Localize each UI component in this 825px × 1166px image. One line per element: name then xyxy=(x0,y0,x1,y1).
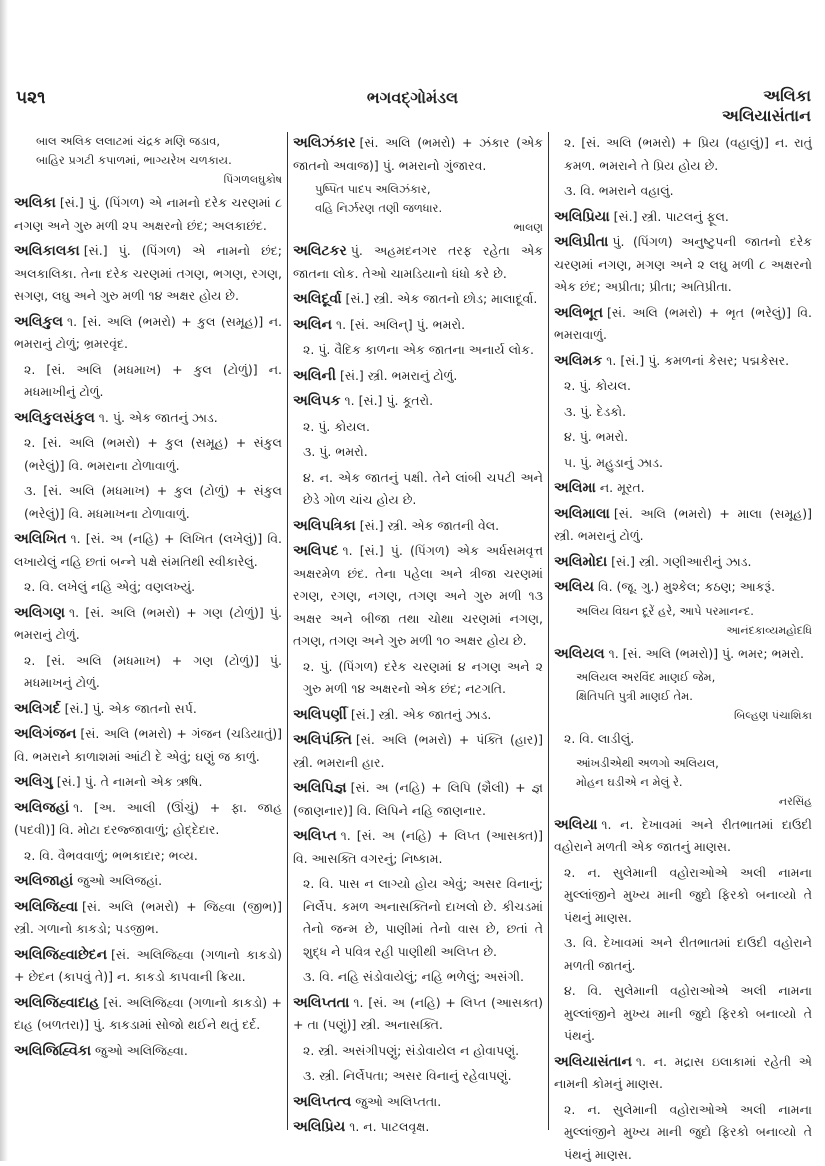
dictionary-entry xyxy=(14,870,282,893)
entry-sense: ૩. વિ. ભમરાને વહાલું. xyxy=(554,180,812,203)
entry-definition: જુઓ અલિજહાં. xyxy=(77,873,162,888)
verse-source: પિંગળલઘુકોષ xyxy=(36,170,282,189)
quotation-verse xyxy=(14,132,282,189)
entry-sense: ૩. પું. દેડકો. xyxy=(554,401,812,424)
entry-headword: અલિમાલા xyxy=(554,506,610,522)
entry-headword: અલિપદ xyxy=(293,543,338,559)
entry-sense: ૨. [સં. અલિ (ભમરો) + પ્રિય (વહાલું)] ન. રાતું કમળ. ભમરાને તે પ્રિય હોય છે. xyxy=(554,132,812,177)
guide-word-first: અલિકા xyxy=(722,86,811,106)
entry-headword: અલિપક xyxy=(293,393,341,409)
dictionary-entry xyxy=(14,192,282,237)
dictionary-entry xyxy=(14,771,282,794)
dictionary-entry xyxy=(293,1116,543,1139)
entry-headword: અલિગણ xyxy=(14,605,65,621)
entry-headword: અલિની xyxy=(293,368,336,384)
entry-headword: અલિપ્રિય xyxy=(293,1119,345,1135)
dictionary-entry xyxy=(14,311,282,356)
entry-sense: ૪. વિ. સુલેમાની વહોરાઓએ અલી નામના મુલ્લાંજીને મુખ્ય માની જુદો ફિરકો બનાવ્યો તે પંથનું. xyxy=(554,980,812,1048)
entry-sense: ૨. વિ. લાડીલું. xyxy=(554,728,812,751)
column-left xyxy=(14,132,282,1132)
dictionary-entry xyxy=(554,643,812,666)
dictionary-entry xyxy=(293,132,543,177)
entry-definition: [સં. અલિ (ભમરો) + ઝંકાર (એક જાતનો અવાજ)] પું. ભમરાનો ગુંજારવ. xyxy=(293,135,543,173)
entry-sense: ૨. [સં. અલિ (ભમરો) + કુલ (સમૂહ) + સંકુલ (ભરેલું)] વિ. ભમરાના ટોળાવાળું. xyxy=(14,432,282,477)
guide-words xyxy=(722,86,811,126)
column-divider xyxy=(287,132,288,1130)
verse-source: ભાલણ xyxy=(315,218,543,237)
entry-definition: [સં.] સ્ત્રી. એક જાતનું ઝાડ. xyxy=(351,707,492,722)
entry-sense: ૩. વિ. નહિ સંડોવાયેલું; નહિ ભળેલું; અસંગી. xyxy=(293,966,543,989)
entry-definition: પું. (પિંગળ) અનુષ્ટુપની જાતનો દરેક ચરણમાં નગણ, મગણ અને ૨ લઘુ મળી ૮ અક્ષરનો એક છંદ; અપ્રીતા; પ્રીતા; અતિપ્રીતા. xyxy=(554,234,812,294)
entry-headword: અલિગંજન xyxy=(14,726,76,742)
entry-sense: ૨. સ્ત્રી. અસંગીપણું; સંડોવાયેલ ન હોવાપણું. xyxy=(293,1040,543,1063)
entry-sense: ૫. પું. મહુડાનું ઝાડ. xyxy=(554,452,812,475)
entry-definition: ૧. [સં.] પું. કમળનાં કેસર; પદ્મકેસર. xyxy=(606,353,789,368)
entry-sense: ૪. પું. ભમરો. xyxy=(554,426,812,449)
entry-headword: અલિયાસંતાન xyxy=(554,1054,632,1070)
entry-definition: ૧. [સં. અ (નહિ) + લિપ્ત (આસક્ત) + તા (પણું)] સ્ત્રી. અનાસક્તિ. xyxy=(293,995,543,1033)
entry-headword: અલિઝંકાર xyxy=(293,135,355,151)
entry-headword: અલિયલ xyxy=(554,646,605,662)
entry-sense: ૩. વિ. દેખાવમાં અને રીતભાતમાં દાઉદી વહોરાને મળતી જાતનું. xyxy=(554,932,812,977)
entry-headword: અલિદૂર્વા xyxy=(293,291,342,307)
entry-definition: [સં. અલિ (ભમરો) + પંક્તિ (હાર)] સ્ત્રી. ભમરાની હાર. xyxy=(293,732,543,770)
guide-word-last: અલિયાસંતાન xyxy=(722,106,811,126)
entry-definition: ૧. ન. પાટલવૃક્ષ. xyxy=(349,1119,429,1134)
entry-headword: અલિપ્ત xyxy=(293,828,337,844)
column-divider xyxy=(548,132,549,1130)
entry-headword: અલિભૂત xyxy=(554,305,603,321)
dictionary-entry xyxy=(14,240,282,308)
entry-headword: અલિપત્રિકા xyxy=(293,518,356,534)
entry-headword: અલિપ્તત્વ xyxy=(293,1094,351,1110)
entry-definition: [સં. અલિજિહ્વા (ગળાનો કાકડો) + છેદન (કાપવું તે)] ન. કાકડો કાપવાની ક્રિયા. xyxy=(14,947,282,985)
entry-headword: અલિજહાં xyxy=(14,800,69,816)
dictionary-entry xyxy=(554,814,812,859)
dictionary-entry xyxy=(293,825,543,870)
dictionary-entry xyxy=(14,797,282,842)
dictionary-entry xyxy=(293,1091,543,1114)
entry-definition: [સં.] પું. એક જાતનો સર્પ. xyxy=(65,701,197,716)
entry-headword: અલિકુલસંકુલ xyxy=(14,410,95,426)
entry-headword: અલિપ્તતા xyxy=(293,995,349,1011)
column-right xyxy=(554,132,812,1132)
entry-definition: ૧. [સં. અલિ (ભમરો) + કુલ (સમૂહ)] ન. ભમરાનું ટોળું; ભ્રમરવૃંદ. xyxy=(14,314,282,352)
entry-sense: ૨. વિ. વૈભવવાળું; ભભકાદાર; ભવ્ય. xyxy=(14,845,282,868)
verse-line: અલિય વિઘન દૂરેં હરે, આપે પરમાનન્દ. xyxy=(576,602,812,621)
dictionary-entry xyxy=(14,698,282,721)
entry-headword: અલિકુલ xyxy=(14,314,63,330)
entry-sense: ૨. પું. વૈદિક કાળના એક જાતના અનાર્ય લોક. xyxy=(293,339,543,362)
entry-headword: અલિપંક્તિ xyxy=(293,732,352,748)
page-edge-shadow xyxy=(0,0,8,1161)
entry-definition: [સં.] સ્ત્રી. ગણીઆરીનું ઝાડ. xyxy=(611,554,751,569)
dictionary-entry xyxy=(554,302,812,347)
dictionary-entry xyxy=(554,477,812,500)
running-title: ભગવદ્ગોમંડલ xyxy=(0,88,825,108)
entry-headword: અલિમક xyxy=(554,353,602,369)
entry-headword: અલિજિહ્વાછેદન xyxy=(14,947,107,963)
quotation-verse xyxy=(554,668,812,725)
entry-definition: [સં.] સ્ત્રી. પાટલનું ફૂલ. xyxy=(614,209,729,224)
dictionary-entry xyxy=(14,896,282,941)
entry-headword: અલિપિજ્ઞ xyxy=(293,780,347,796)
dictionary-entry xyxy=(14,602,282,647)
entry-definition: ૧. ન. મદ્રાસ ઇલાકામાં રહેતી એ નામની કોમનું માણસ. xyxy=(554,1054,812,1092)
entry-sense: ૪. ન. એક જાતનું પક્ષી. તેને લાંબી ચપટી અને છેડે ગોળ ચાંચ હોય છે. xyxy=(293,467,543,512)
entry-definition: [સં.] સ્ત્રી. એક જાતની વેલ. xyxy=(360,518,499,533)
entry-headword: અલિજિહ્વિકા xyxy=(14,1043,91,1059)
quotation-verse xyxy=(554,754,812,811)
verse-line: વહિ નિર્ઝરણ તણી જળધાર. xyxy=(315,199,543,218)
dictionary-entry xyxy=(293,288,543,311)
entry-headword: અલિમા xyxy=(554,480,596,496)
entry-sense: ૨. વિ. પાસ ન લાગ્યો હોય એવું; અસર વિનાનું; નિર્લેપ. કમળ અનાસક્તિનો દાખલો છે. કીચડમાં તેનો જન્મ છે, પાણીમાં તેનો વાસ છે, છતાં તે શુદ્ધ ને પવિત્ર રહી પાણીથી અલિપ્ત છે. xyxy=(293,873,543,963)
entry-definition: [સં.] પું. (પિંગળ) એ નામનો છંદ; અલકાલિકા. તેના દરેક ચરણમાં તગણ, ભગણ, રગણ, સગણ, લઘુ અને ગુરુ મળી ૧૪ અક્ષર હોય છે. xyxy=(14,243,282,303)
entry-definition: ૧. [અ. આલી (ઊંચું) + ફા. જાહ (પદવી)] વિ. મોટા દરજ્જાવાળું; હોદ્દેદાર. xyxy=(14,800,282,838)
dictionary-entry xyxy=(554,206,812,229)
entry-definition: ૧. [સં. અલિ (ભમરો) + ગણ (ટોળું)] પું. ભમરાનું ટોળું. xyxy=(14,605,282,643)
dictionary-entry xyxy=(14,723,282,768)
dictionary-entry xyxy=(554,231,812,299)
entry-headword: અલિય xyxy=(554,579,594,595)
entry-definition: [સં. અલિ (ભમરો) + ગંજન (ચડિયાતું)] વિ. ભમરાને કાળાશમાં આંટી દે એવું; ઘણું જ કાળું. xyxy=(14,726,282,764)
dictionary-entry xyxy=(293,704,543,727)
entry-sense: ૨. [સં. અલિ (મધમાખ) + ગણ (ટોળું)] પું. મધમાખનું ટોળું. xyxy=(14,650,282,695)
verse-line: આંખડીએથી અળગો અલિયલ, xyxy=(576,754,812,773)
entry-headword: અલિટકર xyxy=(293,243,347,259)
entry-headword: અલિકા xyxy=(14,195,56,211)
entry-definition: જુઓ અલિપ્તતા. xyxy=(355,1094,441,1109)
dictionary-entry xyxy=(14,944,282,989)
entry-definition: [સં.] સ્ત્રી. એક જાતનો છોડ; માલાદૂર્વા. xyxy=(346,291,538,306)
entry-headword: અલિયા xyxy=(554,817,597,833)
entry-headword: અલિપ્રિયા xyxy=(554,209,610,225)
entry-sense: ૨. ન. સુલેમાની વહોરાઓએ અલી નામના મુલ્લાંજીને મુખ્ય માની જુદો ફિરકો બનાવ્યો તે પંથનું માણસ. xyxy=(554,862,812,930)
entry-sense: ૨. પું. કોયલ. xyxy=(293,416,543,439)
entry-definition: જુઓ અલિજિહ્વા. xyxy=(95,1043,188,1058)
entry-definition: [સં. અલિ (ભમરો) + ભૃત (ભરેલું)] વિ. ભમરાવાળું. xyxy=(554,305,812,343)
entry-definition: ન. મૂરત. xyxy=(600,480,645,495)
entry-definition: [સં. અલિ (ભમરો) + જિહ્વા (જીભ)] સ્ત્રી. ગળાનો કાકડો; પડજીભ. xyxy=(14,899,282,937)
entry-definition: ૧. [સં.] પું. (પિંગળ) એક અર્ધસમવૃત્ત અક્ષરમેળ છંદ. તેના પહેલા અને ત્રીજા ચરણમાં રગણ, રગણ, નગણ, તગણ અને ગુરુ મળી ૧૩ અક્ષર અને બીજા તથા ચોથા ચરણમાં નગણ, તગણ, તગણ અને ગુરુ મળી ૧૦ અક્ષર હોય છે. xyxy=(293,543,543,648)
entry-definition: [સં. અલિ (ભમરો) + માલા (સમૂહ)] સ્ત્રી. ભમરાનું ટોળું. xyxy=(554,506,812,544)
quotation-verse xyxy=(293,180,543,237)
dictionary-entry xyxy=(14,1040,282,1063)
entry-definition: [સં. અ (નહિ) + લિપિ (શૈલી) + જ્ઞ (જાણનાર)] વિ. લિપિને નહિ જાણનાર. xyxy=(293,780,543,818)
dictionary-entry xyxy=(293,240,543,285)
page-number: ૫૨૧ xyxy=(16,88,45,108)
entry-headword: અલિગુ xyxy=(14,774,53,790)
column-middle xyxy=(293,132,543,1132)
dictionary-entry xyxy=(554,576,812,599)
dictionary-entry xyxy=(554,1051,812,1096)
dictionary-entry xyxy=(14,992,282,1037)
dictionary-entry xyxy=(554,551,812,574)
verse-line: ક્ષિતિપતિ પુત્રી માણઈ તેમ. xyxy=(576,687,812,706)
entry-definition: [સં. અલિજિહ્વા (ગળાનો કાકડો) + દાહ (બળતરા)] પું. કાકડામાં સોજો થઈને થતું દર્દ. xyxy=(14,995,282,1033)
entry-definition: વિ. (જૂ. ગુ.) મુશ્કેલ; કઠણ; આકરૂં. xyxy=(598,579,775,594)
entry-definition: ૧. [સં. અલિન્] પું. ભમરો. xyxy=(336,317,465,332)
dictionary-entry xyxy=(293,365,543,388)
entry-sense: ૩. [સં. અલિ (મધમાખ) + કુલ (ટોળું) + સંકુલ (ભરેલું)] વિ. મધમાખના ટોળાવાળું. xyxy=(14,480,282,525)
entry-definition: ૧. [સં. અ (નહિ) + લિખિત (લખેલું)] વિ. લખાયેલું નહિ છતાં બન્ને પક્ષે સંમતિથી સ્વીકારેલું. xyxy=(14,531,282,569)
entry-headword: અલિજાહાં xyxy=(14,873,73,889)
entry-headword: અલિપર્ણી xyxy=(293,707,347,723)
verse-line: પુષ્પિત પાદપ અલિઝંકાર, xyxy=(315,180,543,199)
dictionary-entry xyxy=(554,350,812,373)
entry-headword: અલિન xyxy=(293,317,332,333)
dictionary-entry xyxy=(293,777,543,822)
verse-line: બાલ અલિક લલાટમાં ચંદ્રક મણિ જડાવ, xyxy=(36,132,282,151)
dictionary-entry xyxy=(554,503,812,548)
entry-headword: અલિખિત xyxy=(14,531,66,547)
entry-sense: ૨. ન. સુલેમાની વહોરાઓએ અલી નામના મુલ્લાંજીને મુખ્ય માની જુદો ફિરકો બનાવ્યો તે પંથનું માણસ. xyxy=(554,1099,812,1166)
entry-headword: અલિગર્દ xyxy=(14,701,61,717)
entry-sense: ૨. વિ. લખેલું નહિ એવું; વણલખ્યું. xyxy=(14,576,282,599)
entry-definition: ૧. [સં. અ (નહિ) + લિપ્ત (આસક્ત)] વિ. આસક્તિ વગરનું; નિષ્કામ. xyxy=(293,828,543,866)
entry-definition: ૧. [સં. અલિ (ભમરો)] પું. ભમર; ભમરો. xyxy=(609,646,804,661)
entry-headword: અલિજિહ્વાદાહ xyxy=(14,995,99,1011)
entry-sense: ૩. સ્ત્રી. નિર્લેપતા; અસર વિનાનું રહેવાપણું. xyxy=(293,1065,543,1088)
verse-line: અલિયલ અરવિંદ માણઈ જેમ, xyxy=(576,668,812,687)
entry-sense: ૩. પું. ભમરો. xyxy=(293,441,543,464)
verse-line: બાહિર પ્રગટી કપાળમાં, ભાગ્યરેખ ચળકાય. xyxy=(36,151,282,170)
dictionary-entry xyxy=(14,528,282,573)
verse-source: નરસિંહ xyxy=(576,792,812,811)
entry-definition: ૧. [સં.] પું. કૂતરો. xyxy=(345,393,434,408)
entry-sense: ૨. પું. કોયલ. xyxy=(554,375,812,398)
entry-definition: [સં.] સ્ત્રી. ભમરાનું ટોળું. xyxy=(340,368,457,383)
entry-definition: ૧. ન. દેખાવમાં અને રીતભાતમાં દાઉદી વહોરાને મળતી એક જાતનું માણસ. xyxy=(554,817,812,855)
dictionary-entry xyxy=(293,314,543,337)
verse-source: આનંદકાવ્યમહોદધિ xyxy=(576,621,812,640)
dictionary-entry xyxy=(293,390,543,413)
dictionary-entry xyxy=(293,515,543,538)
entry-headword: અલિજિહ્વા xyxy=(14,899,78,915)
verse-line: મોહન ઘડીએ ન મેલું રે. xyxy=(576,773,812,792)
entry-definition: ૧. પું. એક જાતનું ઝાડ. xyxy=(99,410,218,425)
quotation-verse xyxy=(554,602,812,640)
dictionary-entry xyxy=(293,540,543,653)
dictionary-entry xyxy=(14,407,282,430)
entry-definition: પું. અહમદનગર તરફ રહેતા એક જાતના લોક. તેઓ ચામડિયાનો ધંધો કરે છે. xyxy=(293,243,543,281)
dictionary-entry xyxy=(293,992,543,1037)
entry-headword: અલિકાલકા xyxy=(14,243,80,259)
entry-definition: [સં.] પું. તે નામનો એક ઋષિ. xyxy=(57,774,203,789)
entry-headword: અલિમોદા xyxy=(554,554,607,570)
entry-sense: ૨. પું. (પિંગળ) દરેક ચરણમાં ૪ નગણ અને ૨ ગુરુ મળી ૧૪ અક્ષરનો એક છંદ; નટગતિ. xyxy=(293,656,543,701)
entry-headword: અલિપ્રીતા xyxy=(554,234,608,250)
entry-definition: [સં.] પું. (પિંગળ) એ નામનો દરેક ચરણમાં ૮ નગણ અને ગુરુ મળી ૨૫ અક્ષરનો છંદ; અલકાછંદ. xyxy=(14,195,282,233)
dictionary-entry xyxy=(293,729,543,774)
verse-source: બિલ્હણ પંચાશિકા xyxy=(576,706,812,725)
entry-sense: ૨. [સં. અલિ (મધમાખ) + કુલ (ટોળું)] ન. મધમાખીનું ટોળું. xyxy=(14,359,282,404)
